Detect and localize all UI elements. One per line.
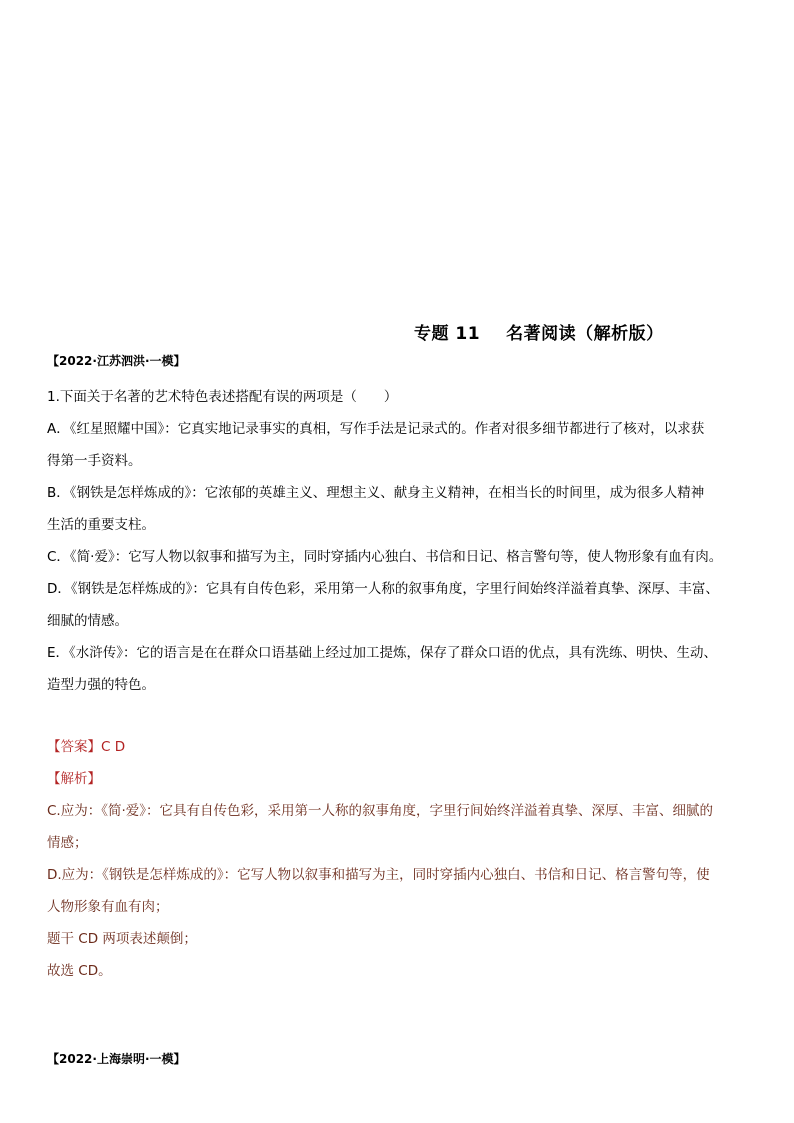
analysis-line-2: 情感； [47, 835, 88, 851]
analysis-line-3: D.应为：《钢铁是怎样炼成的》：它写人物以叙事和描写为主，同时穿插内心独白、书信和日记、格言警句等，使 [47, 867, 710, 883]
analysis-line-1: C.应为：《简·爱》：它具有自传色彩，采用第一人称的叙事角度，字里行间始终洋溢着真挚、深厚、丰富、细腻的 [47, 803, 714, 819]
option-b-line-1: B．《钢铁是怎样炼成的》：它浓郁的英雄主义、理想主义、献身主义精神，在相当长的时间里，成为很多人精神 [47, 485, 705, 501]
title-topic-name: 名著阅读（解析版） [506, 324, 664, 344]
analysis-line-6: 故选 CD。 [47, 963, 112, 979]
source-tag-1: 【2022·江苏泗洪·一模】 [47, 354, 186, 368]
option-e-line-1: E．《水浒传》：它的语言是在在群众口语基础上经过加工提炼，保存了群众口语的优点，具有洗练、明快、生动、 [47, 645, 718, 661]
option-b-line-2: 生活的重要支柱。 [47, 517, 155, 533]
option-a-line-2: 得第一手资料。 [47, 453, 142, 469]
analysis-label: 【解析】 [47, 771, 101, 787]
analysis-line-4: 人物形象有血有肉； [47, 899, 169, 915]
option-d-line-1: D．《钢铁是怎样炼成的》：它具有自传色彩，采用第一人称的叙事角度，字里行间始终洋溢着真挚、深厚、丰富、 [47, 581, 719, 597]
answer-row [47, 735, 125, 755]
option-a-line-1: A．《红星照耀中国》：它真实地记录事实的真相，写作手法是记录式的。作者对很多细节都进行了核对，以求获 [47, 421, 705, 437]
analysis-line-5: 题干 CD 两项表述颠倒； [47, 931, 197, 947]
option-e-line-2: 造型力强的特色。 [47, 677, 155, 693]
answer-label: 【答案】 [47, 739, 101, 755]
title-topic-number: 专题 11 [414, 324, 481, 344]
question-stem: 1.下面关于名著的艺术特色表述搭配有误的两项是（ ） [47, 389, 398, 405]
page-title [414, 319, 664, 344]
answer-value: C D [101, 739, 126, 755]
source-tag-2: 【2022·上海崇明·一模】 [47, 1052, 186, 1066]
option-d-line-2: 细腻的情感。 [47, 613, 128, 629]
option-c-line-1: C．《简·爱》：它写人物以叙事和描写为主，同时穿插内心独白、书信和日记、格言警句等，使人物形象有血有肉。 [47, 549, 723, 565]
